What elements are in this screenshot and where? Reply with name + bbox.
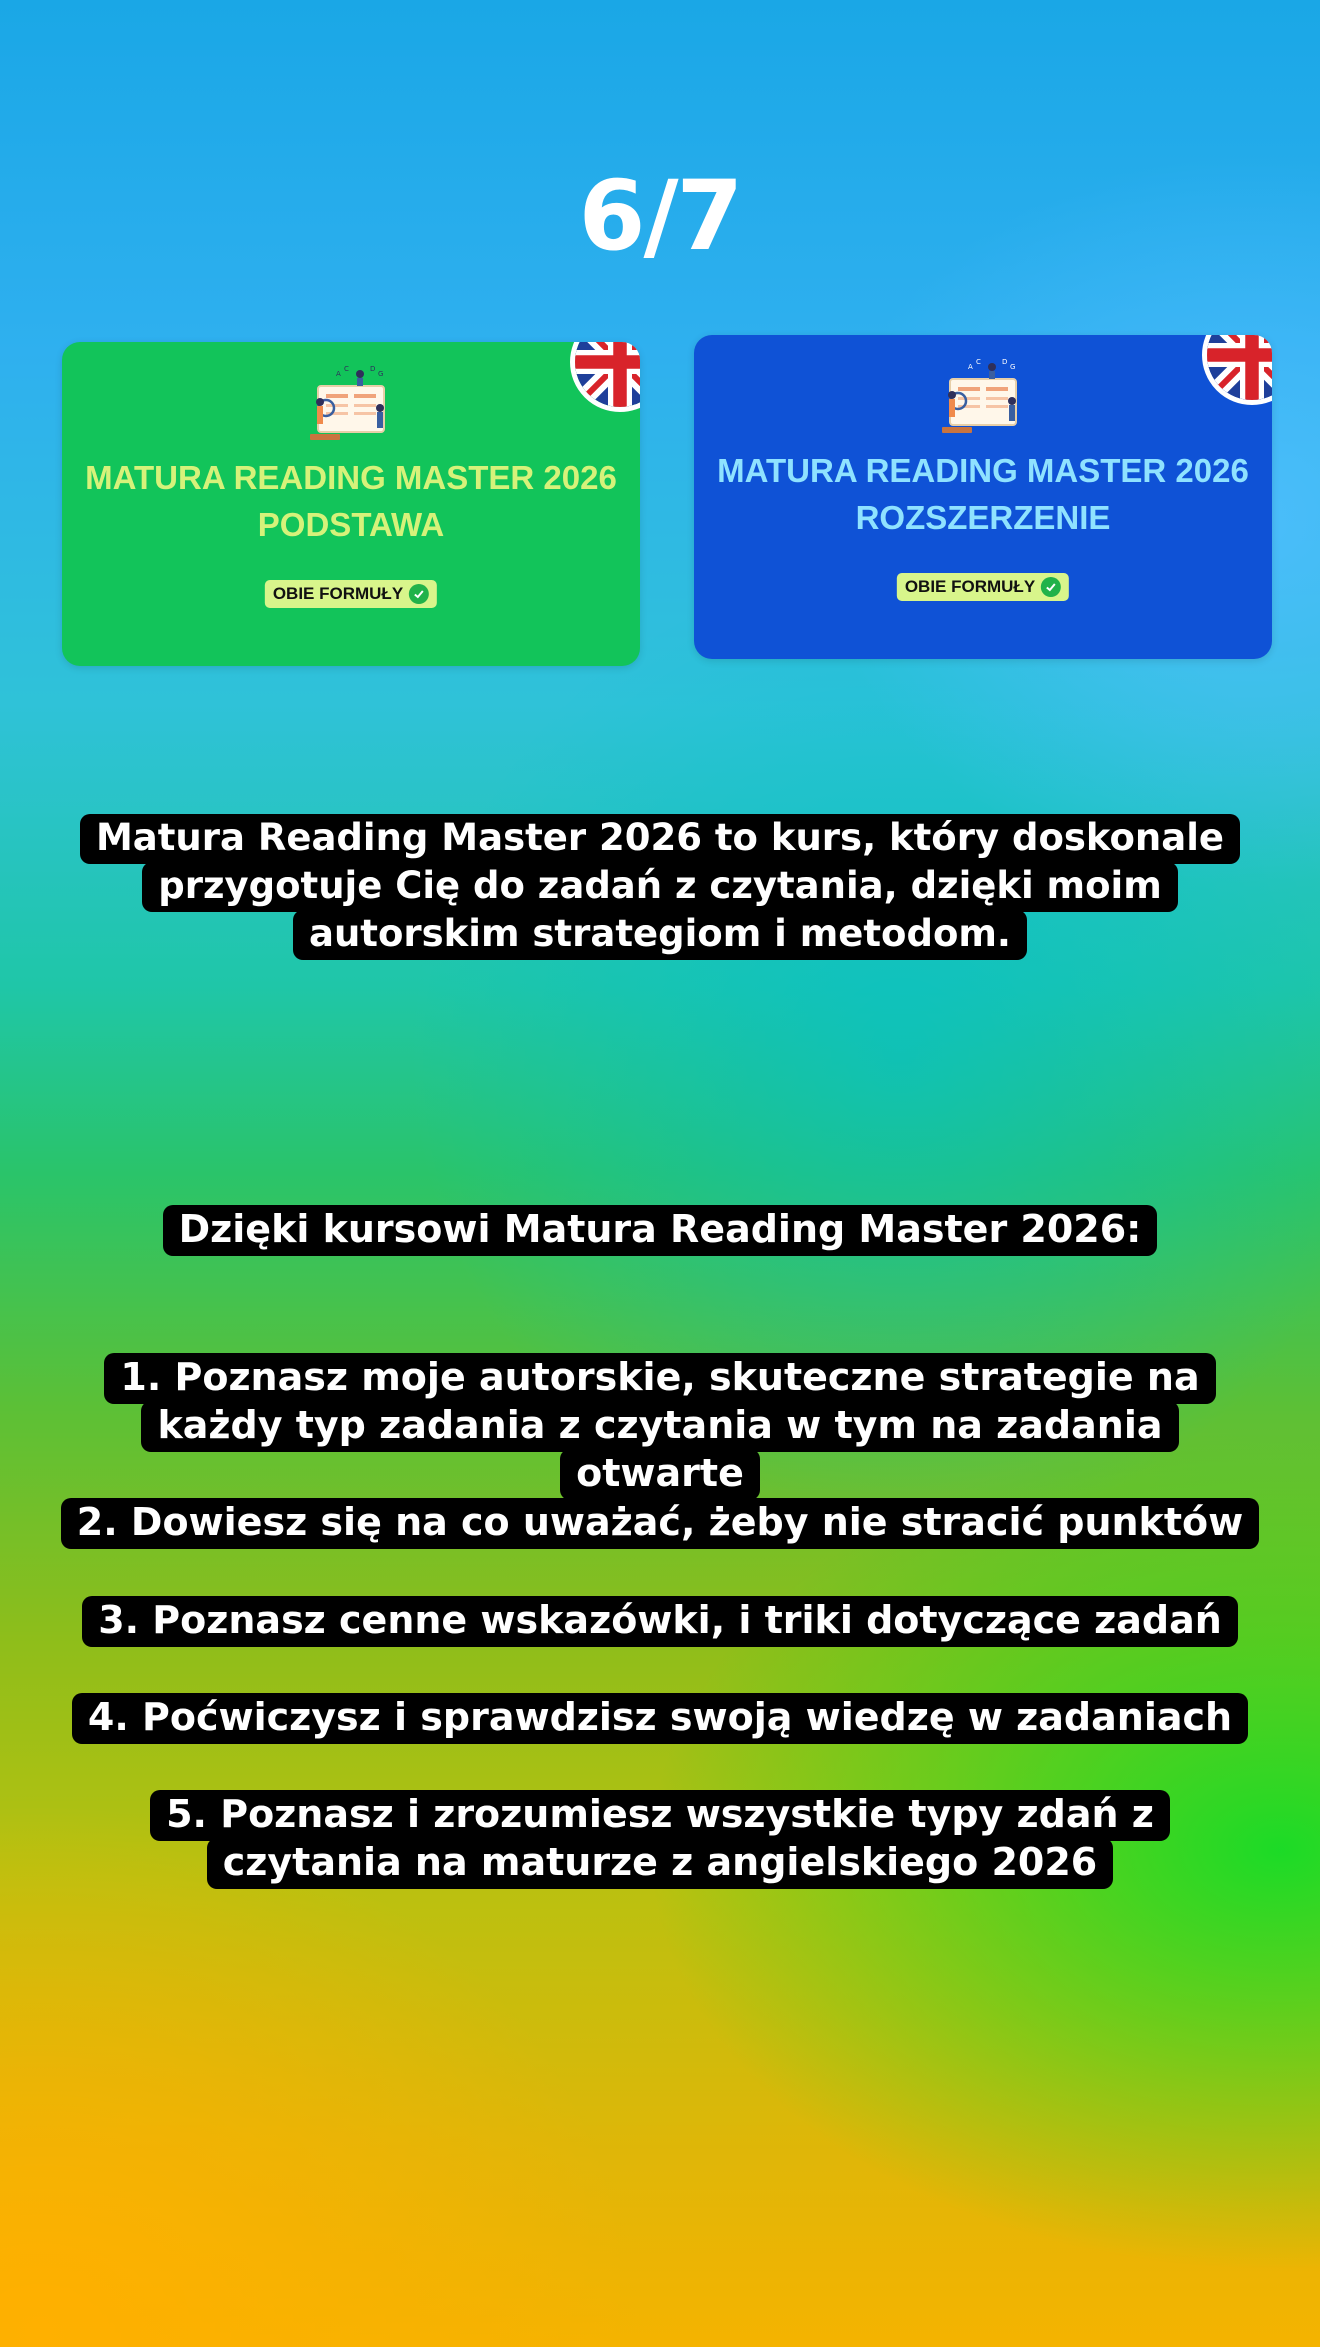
benefit-item (0, 1498, 1320, 1546)
benefit-text: 2. Dowiesz się na co uważać, żeby nie stracić punktów (61, 1498, 1259, 1549)
svg-text:C: C (344, 365, 349, 373)
svg-text:G: G (1010, 363, 1016, 371)
check-icon (1041, 577, 1061, 597)
badge-label: OBIE FORMUŁY (272, 584, 404, 603)
svg-text:D: D (370, 365, 376, 373)
uk-flag-icon (1202, 335, 1272, 405)
svg-text:A: A (336, 370, 341, 378)
svg-text:G: G (378, 370, 384, 378)
study-illustration-icon (296, 364, 406, 444)
benefit-item (0, 1790, 1320, 1886)
formula-badge (897, 573, 1069, 601)
benefit-item (0, 1693, 1320, 1741)
formula-badge (265, 580, 437, 608)
benefit-item (0, 1353, 1320, 1497)
course-card-rozszerzenie[interactable] (694, 335, 1272, 659)
benefit-item (0, 1596, 1320, 1644)
course-title: MATURA READING MASTER 2026 PODSTAWA (85, 459, 617, 543)
benefits-heading (0, 1205, 1320, 1253)
intro-text: Matura Reading Master 2026 to kurs, który doskonale przygotuje Cię do zadań z czytania, dzięki moim autorskim strategiom i metodom. (80, 814, 1240, 960)
course-card-podstawa[interactable] (62, 342, 640, 666)
svg-text:C: C (976, 358, 981, 366)
study-illustration-icon (928, 357, 1038, 437)
svg-text:D: D (1002, 358, 1008, 366)
benefit-text: 5. Poznasz i zrozumiesz wszystkie typy zdań z czytania na maturze z angielskiego 2026 (150, 1790, 1170, 1889)
badge-label: OBIE FORMUŁY (904, 577, 1036, 596)
intro-caption (0, 814, 1320, 958)
uk-flag-icon (570, 342, 640, 412)
benefit-text: 4. Poćwiczysz i sprawdzisz swoją wiedzę w zadaniach (72, 1693, 1248, 1744)
benefit-text: 1. Poznasz moje autorskie, skuteczne strategie na każdy typ zadania z czytania w tym na zadania otwarte (104, 1353, 1215, 1500)
benefits-heading-text: Dzięki kursowi Matura Reading Master 2026: (163, 1205, 1158, 1256)
check-icon (409, 584, 429, 604)
course-title: MATURA READING MASTER 2026 ROZSZERZENIE (717, 452, 1249, 536)
page-indicator: 6/7 (578, 160, 742, 272)
benefit-text: 3. Poznasz cenne wskazówki, i triki dotyczące zadań (82, 1596, 1238, 1647)
svg-text:A: A (968, 363, 973, 371)
